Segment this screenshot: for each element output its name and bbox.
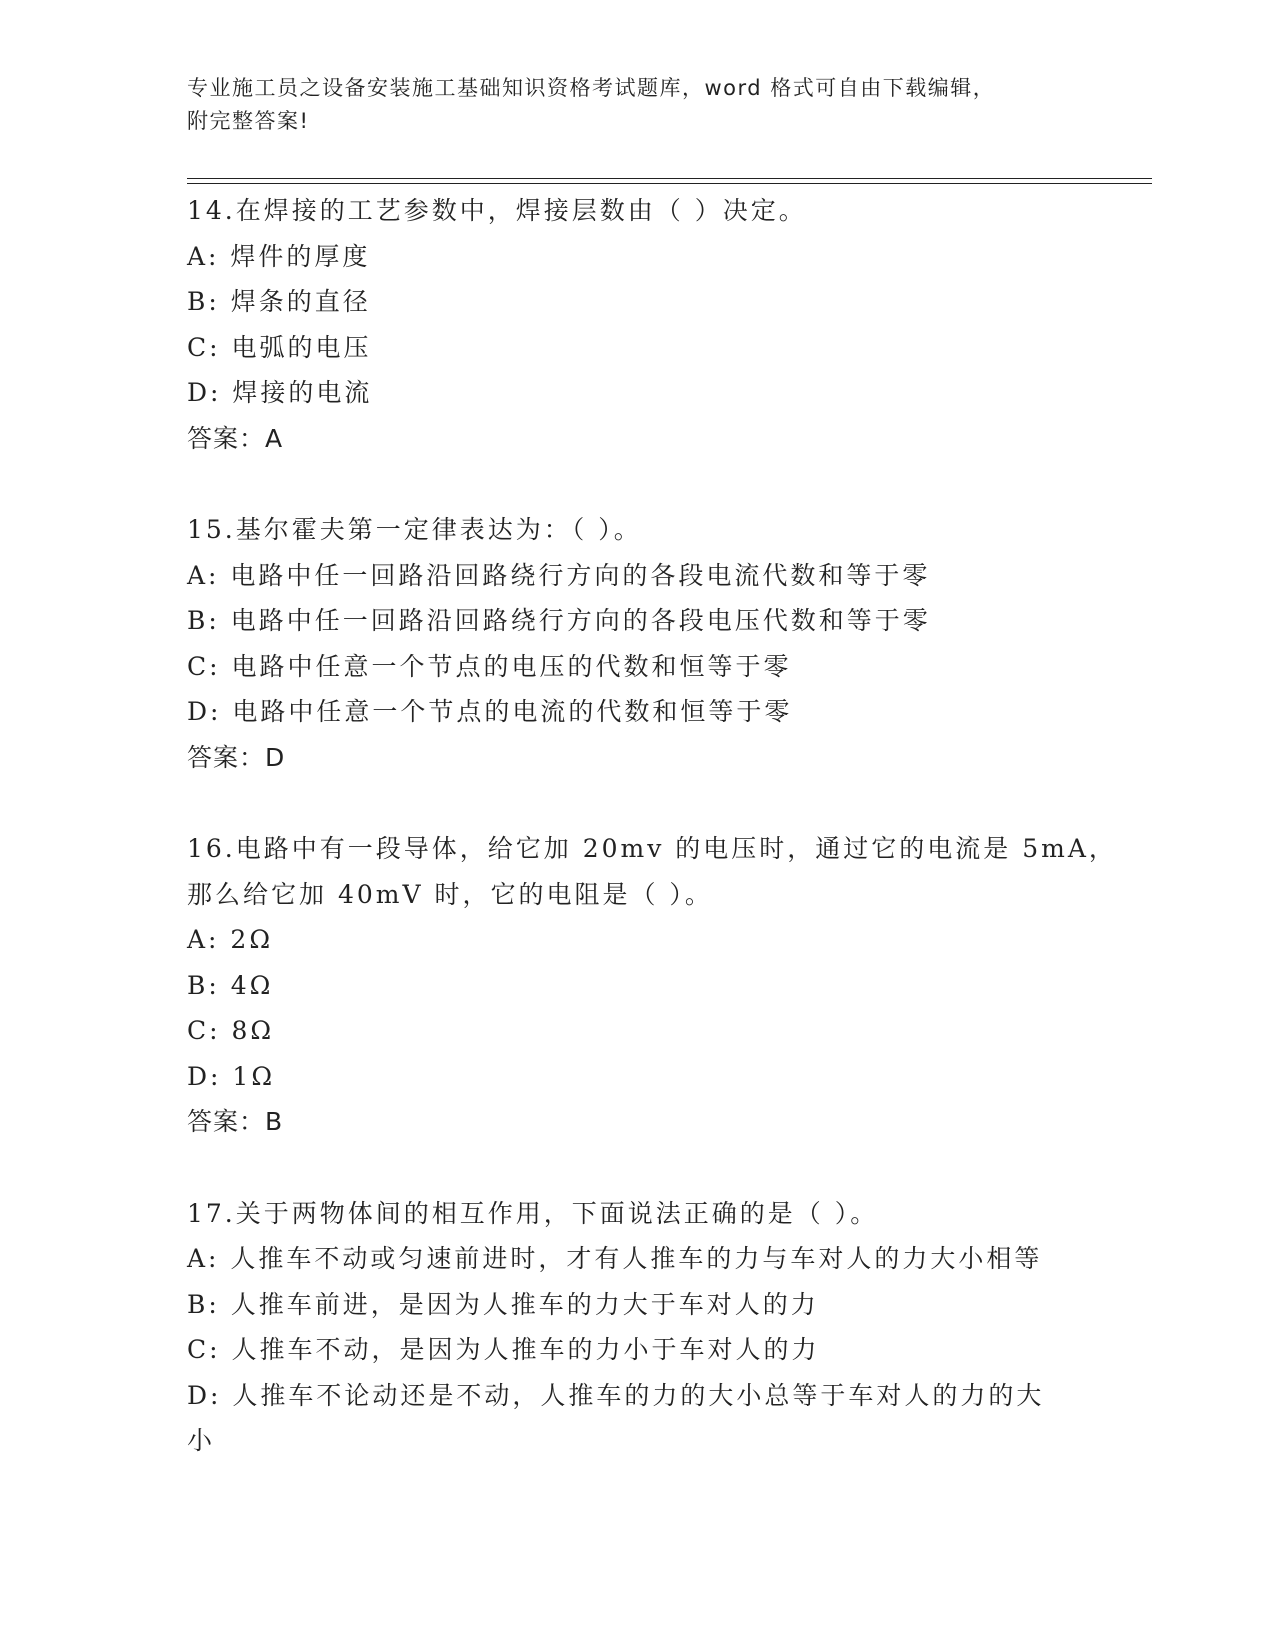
question-list — [187, 188, 1117, 1464]
option-c: C: 人推车不动，是因为人推车的力小于车对人的力 — [187, 1335, 820, 1364]
answer: 答案：B — [187, 1107, 284, 1136]
option-a: A: 2Ω — [187, 925, 274, 954]
option-b: B: 焊条的直径 — [187, 287, 371, 316]
document-header — [187, 72, 1087, 138]
option-a: A: 人推车不动或匀速前进时，才有人推车的力与车对人的力大小相等 — [187, 1244, 1043, 1273]
question-text: 16.电路中有一段导体，给它加 20mv 的电压时，通过它的电流是 5mA， — [187, 834, 1117, 863]
option-d-continued: 小 — [187, 1426, 216, 1455]
option-c: C: 电弧的电压 — [187, 332, 372, 362]
header-line-1: 专业施工员之设备安装施工基础知识资格考试题库，word 格式可自由下载编辑， — [187, 76, 996, 100]
option-a: A: 焊件的厚度 — [187, 241, 371, 271]
option-a: A: 电路中任一回路沿回路绕行方向的各段电流代数和等于零 — [187, 560, 931, 590]
option-d: D: 焊接的电流 — [187, 378, 373, 407]
question-16 — [187, 826, 1117, 1145]
answer: 答案：A — [187, 423, 284, 453]
question-text: 17.关于两物体间的相互作用，下面说法正确的是（ ）。 — [187, 1198, 879, 1228]
option-b: B: 人推车前进，是因为人推车的力大于车对人的力 — [187, 1289, 819, 1319]
option-b: B: 4Ω — [187, 970, 274, 1000]
option-d: D: 1Ω — [187, 1061, 276, 1091]
option-d: D: 电路中任意一个节点的电流的代数和恒等于零 — [187, 697, 793, 726]
question-text-continued: 那么给它加 40mV 时，它的电阻是（ ）。 — [187, 879, 713, 909]
option-c: C: 电路中任意一个节点的电压的代数和恒等于零 — [187, 651, 792, 681]
question-text: 14.在焊接的工艺参数中，焊接层数由（ ）决定。 — [187, 196, 807, 225]
header-line-2: 附完整答案! — [187, 109, 310, 133]
option-c: C: 8Ω — [187, 1016, 275, 1045]
option-d: D: 人推车不论动还是不动，人推车的力的大小总等于车对人的力的大 — [187, 1380, 1045, 1410]
option-b: B: 电路中任一回路沿回路绕行方向的各段电压代数和等于零 — [187, 606, 931, 635]
header-divider-bottom — [187, 183, 1152, 184]
header-divider-top — [187, 178, 1152, 179]
question-17 — [187, 1191, 1087, 1464]
question-14 — [187, 188, 1087, 461]
answer: 答案：D — [187, 742, 286, 772]
question-text: 15.基尔霍夫第一定律表达为：（ ）。 — [187, 515, 642, 544]
question-15 — [187, 507, 1087, 780]
